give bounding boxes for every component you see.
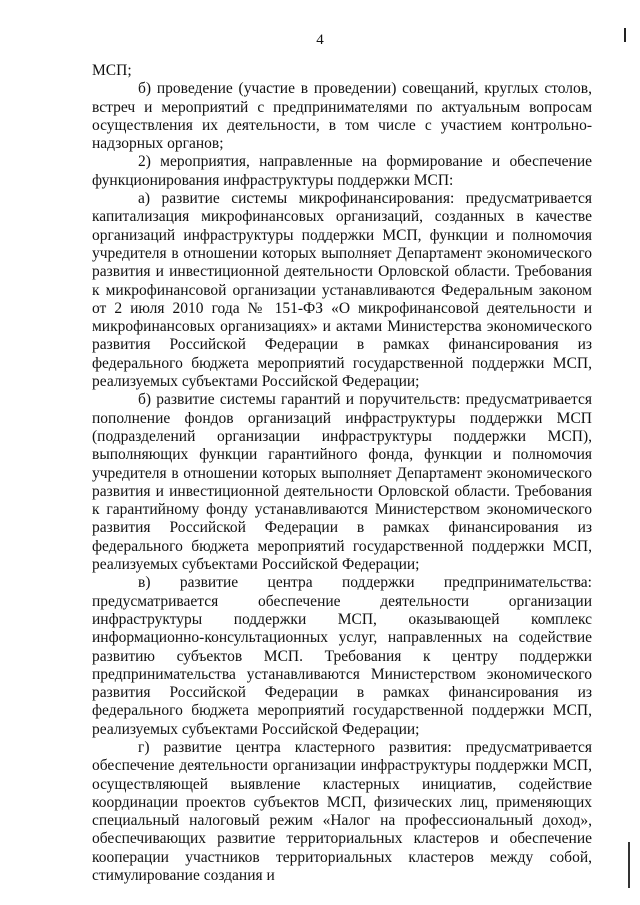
document-body xyxy=(92,62,592,885)
paragraph-item-2b: б) развитие системы гарантий и поручительств: предусматривается пополнение фондов организаций инфраструктуры поддержки МСП (подразделений организации инфраструктуры поддержки МСП), выполняющих функции гарантийного фонда, функции и полномочия учредителя в отношении которых выполняет Департамент экономического развития и инвестиционной деятельности Орловской области. Требования к гарантийному фонду устанавливаются Министерством экономического развития Российской Федерации в рамках финансирования из федерального бюджета мероприятий государственной поддержки МСП, реализуемых субъектами Российской Федерации; xyxy=(92,391,592,574)
paragraph-item-2v: в) развитие центра поддержки предпринимательства: предусматривается обеспечение деятельности организации инфраструктуры поддержки МСП, оказывающей комплекс информационно-консультационных услуг, направленных на содействие развитию субъектов МСП. Требования к центру поддержки предпринимательства устанавливаются Министерством экономического развития Российской Федерации в рамках финансирования из федерального бюджета мероприятий государственной поддержки МСП, реализуемых субъектами Российской Федерации; xyxy=(92,574,592,738)
paragraph-item-2: 2) мероприятия, направленные на формирование и обеспечение функционирования инфраструктуры поддержки МСП: xyxy=(92,153,592,189)
edge-mark xyxy=(628,842,630,888)
paragraph-item-1b: б) проведение (участие в проведении) совещаний, круглых столов, встреч и мероприятий с предпринимателями по актуальным вопросам осуществления их деятельности, в том числе с участием контрольно-надзорных органов; xyxy=(92,80,592,153)
paragraph-continuation: МСП; xyxy=(92,62,132,79)
page-number: 4 xyxy=(316,32,324,48)
paragraph-item-2a: а) развитие системы микрофинансирования: предусматривается капитализация микрофинансовых организаций, созданных в качестве организаций инфраструктуры поддержки МСП, функции и полномочия учредителя в отношении которых выполняет Департамент экономического развития и инвестиционной деятельности Орловской области. Требования к микрофинансовой организации устанавливаются Федеральным законом от 2 июля 2010 года № 151-ФЗ «О микрофинансовой деятельности и микрофинансовых организациях» и актами Министерства экономического развития Российской Федерации в рамках финансирования из федерального бюджета мероприятий государственной поддержки МСП, реализуемых субъектами Российской Федерации; xyxy=(92,190,592,391)
paragraph-item-2g: г) развитие центра кластерного развития: предусматривается обеспечение деятельности организации инфраструктуры поддержки МСП, осуществляющей выявление кластерных инициатив, содействие координации проектов субъектов МСП, физических лиц, применяющих специальный налоговый режим «Налог на профессиональный доход», обеспечивающих развитие территориальных кластеров и обеспечение кооперации участников территориальных кластеров между собой, стимулирование создания и xyxy=(92,738,592,885)
